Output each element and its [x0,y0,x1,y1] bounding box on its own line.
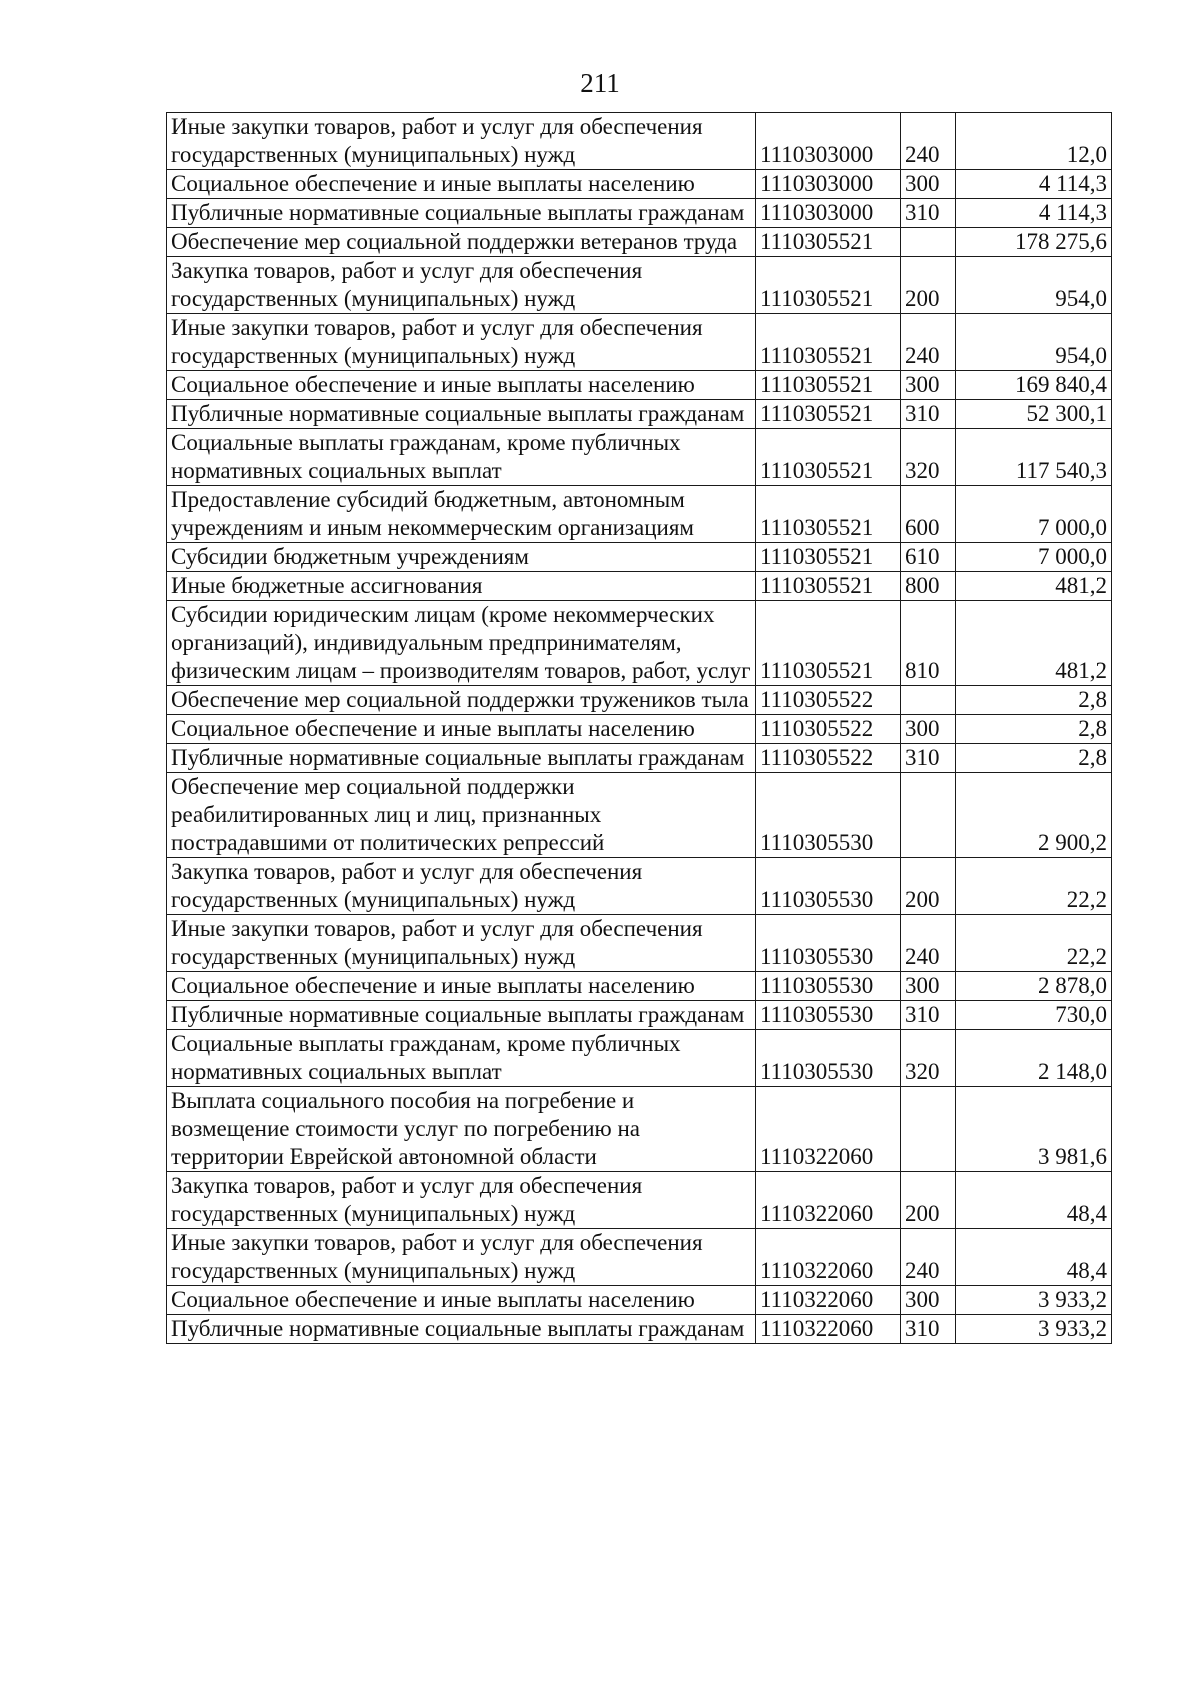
amount: 169 840,4 [956,371,1112,400]
target-code: 1110303000 [756,170,901,199]
amount: 2,8 [956,715,1112,744]
target-code: 1110305521 [756,429,901,486]
amount: 2,8 [956,686,1112,715]
target-code: 1110305521 [756,371,901,400]
amount: 7 000,0 [956,543,1112,572]
item-name: Закупка товаров, работ и услуг для обеспечения государственных (муниципальных) нужд [167,1172,756,1229]
table-row [167,572,1112,601]
expense-kind: 310 [901,1001,956,1030]
table-row [167,486,1112,543]
amount: 2 878,0 [956,972,1112,1001]
expense-kind [901,228,956,257]
table-row [167,915,1112,972]
item-name: Социальные выплаты гражданам, кроме публичных нормативных социальных выплат [167,429,756,486]
expense-kind: 240 [901,915,956,972]
table-body [167,113,1112,1344]
target-code: 1110305521 [756,228,901,257]
target-code: 1110322060 [756,1172,901,1229]
expense-kind: 610 [901,543,956,572]
item-name: Социальное обеспечение и иные выплаты населению [167,170,756,199]
target-code: 1110305521 [756,543,901,572]
table-row [167,543,1112,572]
expense-kind: 310 [901,744,956,773]
table-row [167,1229,1112,1286]
table-row [167,1030,1112,1087]
expense-kind: 310 [901,199,956,228]
amount: 3 933,2 [956,1286,1112,1315]
table-row [167,228,1112,257]
amount: 7 000,0 [956,486,1112,543]
expense-kind: 310 [901,400,956,429]
item-name: Публичные нормативные социальные выплаты гражданам [167,400,756,429]
expense-kind [901,1087,956,1172]
expense-kind [901,773,956,858]
target-code: 1110305521 [756,486,901,543]
item-name: Социальное обеспечение и иные выплаты населению [167,972,756,1001]
amount: 954,0 [956,314,1112,371]
item-name: Обеспечение мер социальной поддержки тружеников тыла [167,686,756,715]
item-name: Субсидии бюджетным учреждениям [167,543,756,572]
amount: 48,4 [956,1229,1112,1286]
expense-kind [901,686,956,715]
table-row [167,314,1112,371]
expense-kind: 200 [901,858,956,915]
amount: 117 540,3 [956,429,1112,486]
amount: 2 900,2 [956,773,1112,858]
amount: 4 114,3 [956,199,1112,228]
table-row [167,686,1112,715]
target-code: 1110305530 [756,1001,901,1030]
expense-kind: 240 [901,113,956,170]
amount: 4 114,3 [956,170,1112,199]
item-name: Иные закупки товаров, работ и услуг для обеспечения государственных (муниципальных) нужд [167,113,756,170]
target-code: 1110322060 [756,1229,901,1286]
budget-table [166,112,1112,1344]
target-code: 1110305521 [756,601,901,686]
target-code: 1110305530 [756,1030,901,1087]
target-code: 1110305521 [756,314,901,371]
item-name: Закупка товаров, работ и услуг для обеспечения государственных (муниципальных) нужд [167,858,756,915]
expense-kind: 240 [901,1229,956,1286]
table-row [167,113,1112,170]
table-row [167,1001,1112,1030]
item-name: Закупка товаров, работ и услуг для обеспечения государственных (муниципальных) нужд [167,257,756,314]
item-name: Выплата социального пособия на погребение и возмещение стоимости услуг по погребению на территории Еврейской автономной области [167,1087,756,1172]
target-code: 1110305530 [756,972,901,1001]
expense-kind: 300 [901,972,956,1001]
table-row [167,1315,1112,1344]
amount: 3 933,2 [956,1315,1112,1344]
item-name: Публичные нормативные социальные выплаты гражданам [167,744,756,773]
expense-kind: 300 [901,1286,956,1315]
target-code: 1110305522 [756,744,901,773]
expense-kind: 200 [901,1172,956,1229]
table-row [167,601,1112,686]
table-row [167,257,1112,314]
table-row [167,972,1112,1001]
expense-kind: 600 [901,486,956,543]
item-name: Иные закупки товаров, работ и услуг для обеспечения государственных (муниципальных) нужд [167,1229,756,1286]
expense-kind: 310 [901,1315,956,1344]
expense-kind: 320 [901,1030,956,1087]
expense-kind: 200 [901,257,956,314]
expense-kind: 800 [901,572,956,601]
item-name: Обеспечение мер социальной поддержки ветеранов труда [167,228,756,257]
amount: 48,4 [956,1172,1112,1229]
expense-kind: 240 [901,314,956,371]
amount: 954,0 [956,257,1112,314]
item-name: Публичные нормативные социальные выплаты гражданам [167,199,756,228]
expense-kind: 320 [901,429,956,486]
table-row [167,400,1112,429]
amount: 2,8 [956,744,1112,773]
target-code: 1110322060 [756,1286,901,1315]
item-name: Публичные нормативные социальные выплаты гражданам [167,1001,756,1030]
table-row [167,744,1112,773]
target-code: 1110322060 [756,1315,901,1344]
expense-kind: 810 [901,601,956,686]
expense-kind: 300 [901,371,956,400]
table-row [167,199,1112,228]
amount: 730,0 [956,1001,1112,1030]
item-name: Социальные выплаты гражданам, кроме публичных нормативных социальных выплат [167,1030,756,1087]
table-row [167,858,1112,915]
item-name: Иные закупки товаров, работ и услуг для обеспечения государственных (муниципальных) нужд [167,915,756,972]
table-row [167,1286,1112,1315]
table-row [167,1172,1112,1229]
amount: 481,2 [956,601,1112,686]
item-name: Социальное обеспечение и иные выплаты населению [167,715,756,744]
amount: 3 981,6 [956,1087,1112,1172]
item-name: Субсидии юридическим лицам (кроме некоммерческих организаций), индивидуальным предпринимателям, физическим лицам – производителям товаров, работ, услуг [167,601,756,686]
target-code: 1110305530 [756,915,901,972]
target-code: 1110305530 [756,773,901,858]
target-code: 1110303000 [756,113,901,170]
item-name: Иные закупки товаров, работ и услуг для обеспечения государственных (муниципальных) нужд [167,314,756,371]
amount: 481,2 [956,572,1112,601]
target-code: 1110305522 [756,715,901,744]
item-name: Социальное обеспечение и иные выплаты населению [167,1286,756,1315]
target-code: 1110305530 [756,858,901,915]
target-code: 1110305521 [756,572,901,601]
amount: 2 148,0 [956,1030,1112,1087]
amount: 12,0 [956,113,1112,170]
item-name: Иные бюджетные ассигнования [167,572,756,601]
table-row [167,170,1112,199]
item-name: Социальное обеспечение и иные выплаты населению [167,371,756,400]
item-name: Публичные нормативные социальные выплаты гражданам [167,1315,756,1344]
target-code: 1110305521 [756,400,901,429]
table-row [167,371,1112,400]
expense-kind: 300 [901,715,956,744]
item-name: Обеспечение мер социальной поддержки реабилитированных лиц и лиц, признанных пострадавшими от политических репрессий [167,773,756,858]
target-code: 1110322060 [756,1087,901,1172]
amount: 52 300,1 [956,400,1112,429]
target-code: 1110305522 [756,686,901,715]
target-code: 1110305521 [756,257,901,314]
table-row [167,773,1112,858]
target-code: 1110303000 [756,199,901,228]
table-row [167,1087,1112,1172]
expense-kind: 300 [901,170,956,199]
item-name: Предоставление субсидий бюджетным, автономным учреждениям и иным некоммерческим организациям [167,486,756,543]
amount: 22,2 [956,858,1112,915]
amount: 22,2 [956,915,1112,972]
page-number: 211 [580,68,620,98]
table-row [167,715,1112,744]
table-row [167,429,1112,486]
amount: 178 275,6 [956,228,1112,257]
